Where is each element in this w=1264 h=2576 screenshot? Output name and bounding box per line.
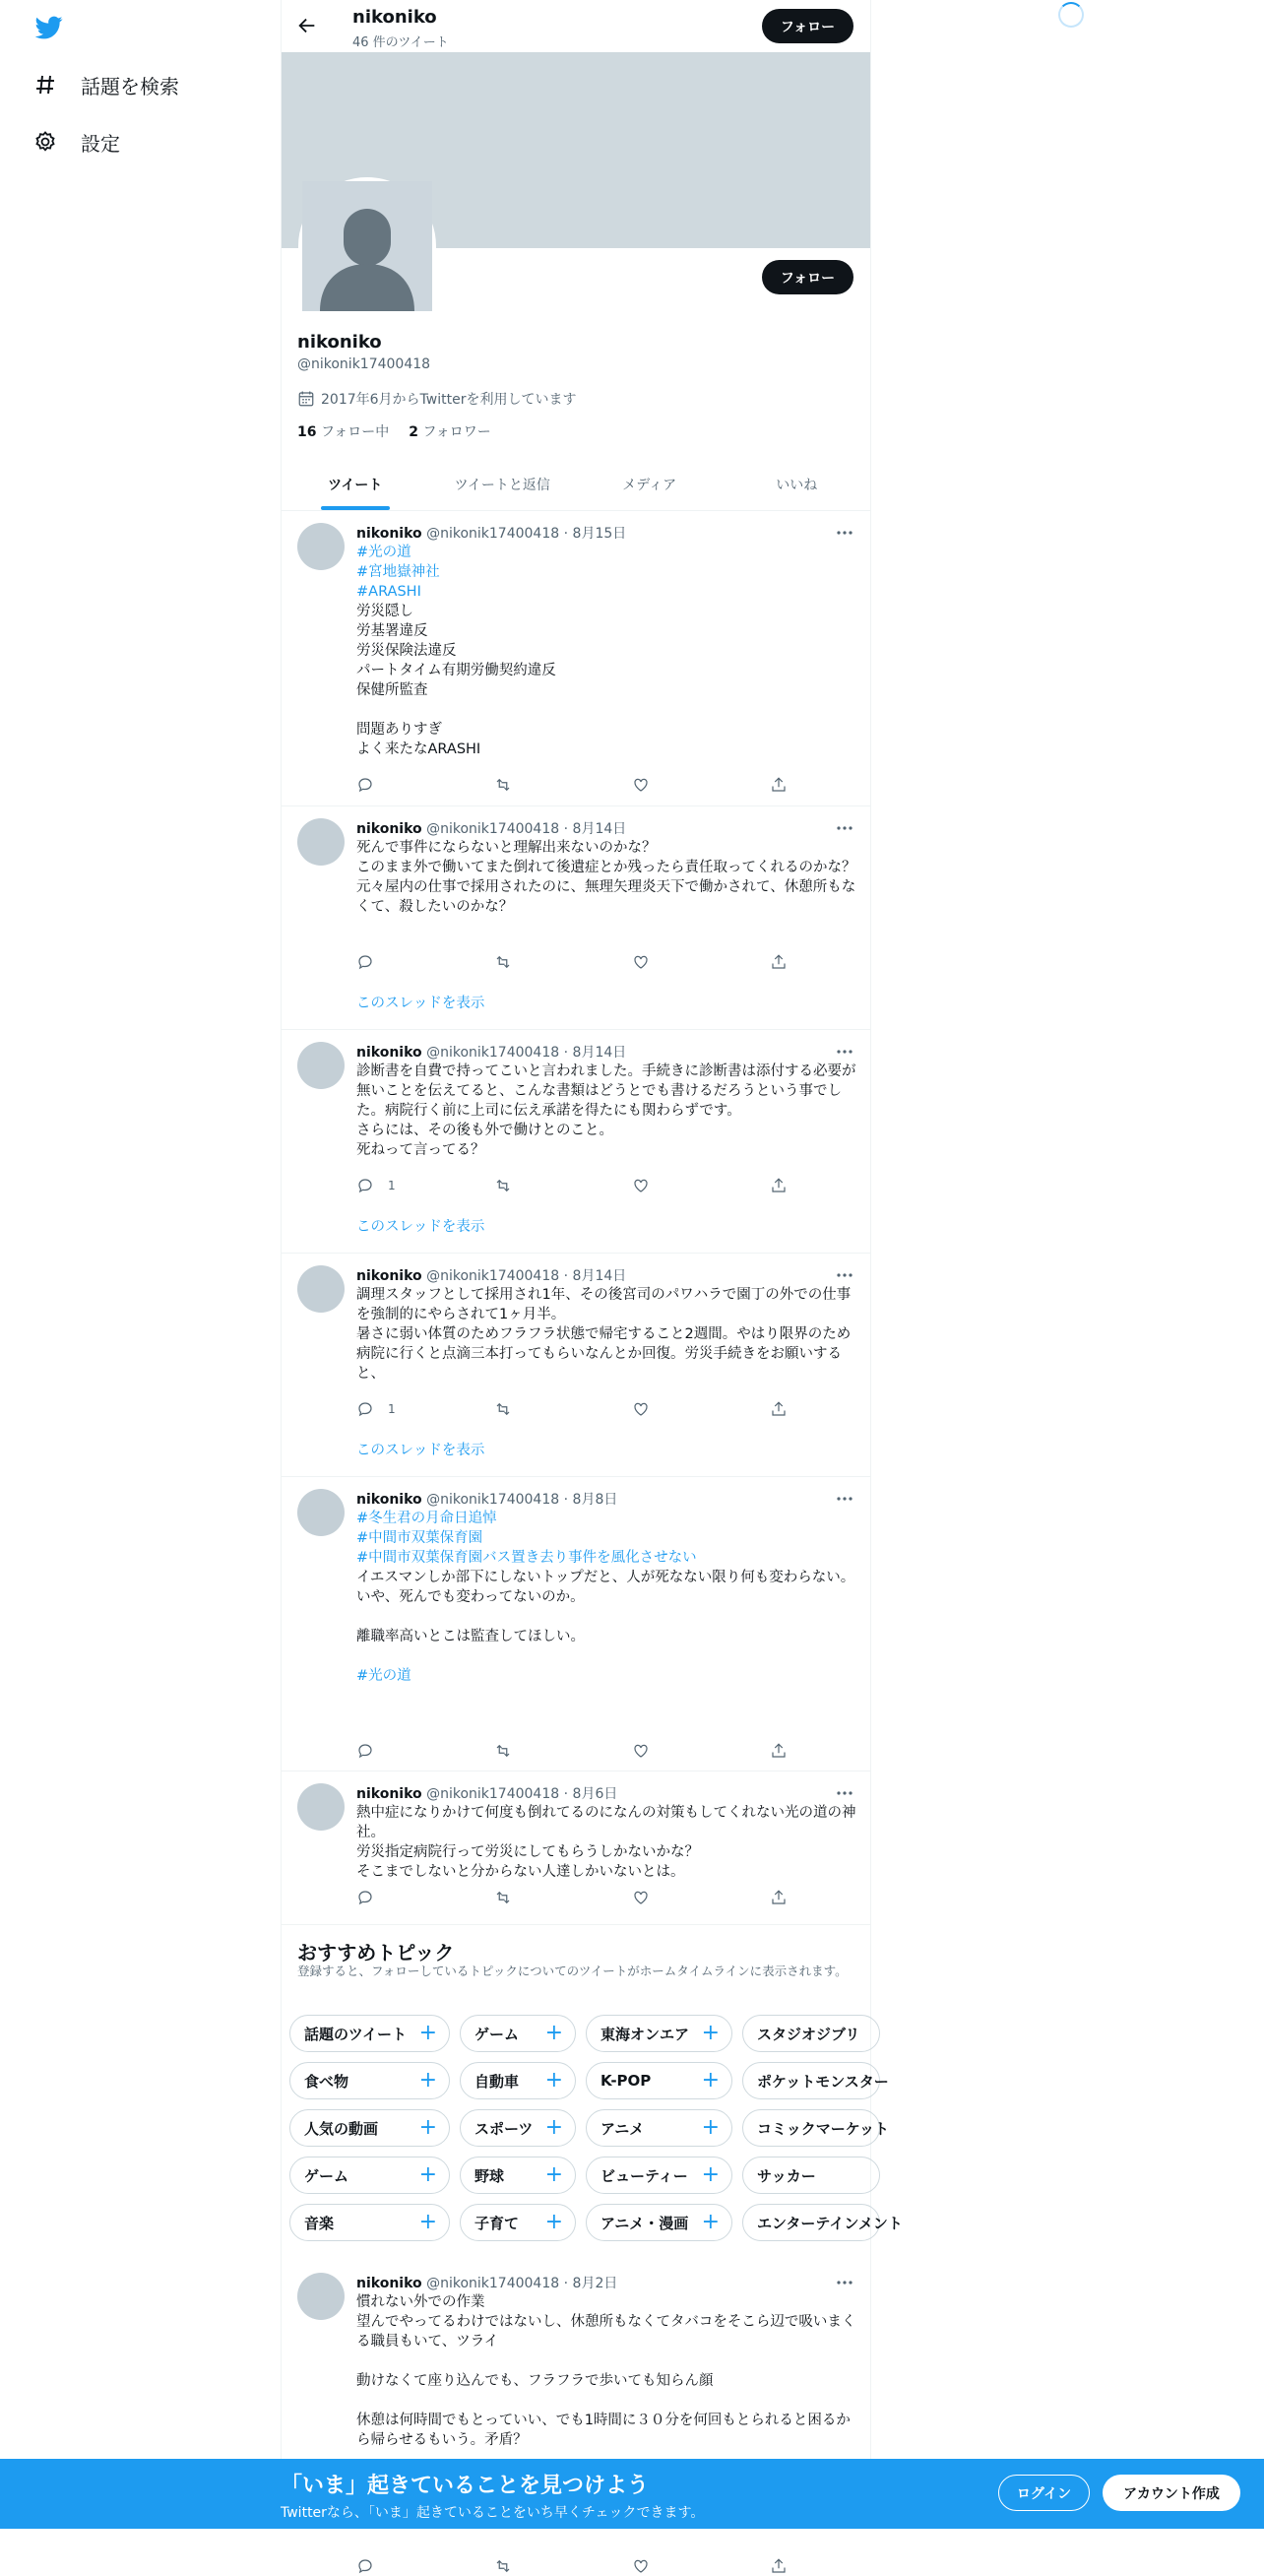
tweet-text-content: 調理スタッフとして採用され1年、その後宮司のパワハラで園丁の外での仕事を強制的にやらされて1ヶ月半。 暑さに弱い体質のためフラフラ状態で帰宅すること2週間。やはり限界のため病院に行くと点滴三本打ってもらいなんとか回復。労災手続きをお願いすると、 bbox=[356, 1287, 852, 1382]
tweet-date[interactable]: 8月8日 bbox=[572, 1492, 618, 1508]
topic-chip[interactable] bbox=[460, 2015, 576, 2052]
share-button[interactable] bbox=[770, 1399, 790, 1419]
profile-avatar[interactable] bbox=[298, 177, 436, 315]
followers-count: 2 bbox=[409, 424, 418, 440]
following-count: 16 bbox=[297, 424, 317, 440]
like-button[interactable] bbox=[632, 2556, 691, 2576]
topic-label: 話題のツイート bbox=[304, 2025, 407, 2043]
retweet-icon bbox=[494, 1177, 512, 1194]
tweet-date[interactable]: 8月14日 bbox=[572, 1268, 627, 1284]
tweet-author-name[interactable]: nikoniko bbox=[356, 1045, 422, 1061]
more-options-icon[interactable] bbox=[835, 1042, 854, 1062]
tweet-avatar[interactable] bbox=[297, 1489, 345, 1536]
plus-icon[interactable]: + bbox=[544, 2162, 563, 2187]
more-options-icon[interactable] bbox=[835, 1489, 854, 1509]
heart-icon bbox=[632, 1177, 650, 1194]
topic-chip[interactable] bbox=[742, 2204, 903, 2241]
share-button[interactable] bbox=[770, 952, 790, 972]
reply-button[interactable] bbox=[356, 1176, 415, 1195]
like-button[interactable] bbox=[632, 1399, 691, 1419]
signup-banner-title: 「いま」起きていることを見つけよう bbox=[281, 2474, 650, 2498]
plus-icon[interactable]: + bbox=[701, 2068, 720, 2093]
tweet-text bbox=[356, 1062, 858, 1160]
share-icon bbox=[770, 1742, 788, 1760]
reply-icon bbox=[356, 1177, 374, 1194]
heart-icon bbox=[632, 1742, 650, 1760]
tweet[interactable] bbox=[282, 1477, 870, 1771]
reply-button[interactable] bbox=[356, 775, 415, 795]
retweet-button[interactable] bbox=[494, 2556, 553, 2576]
like-button[interactable] bbox=[632, 1888, 691, 1907]
tweet[interactable] bbox=[282, 1771, 870, 1925]
header-follow-button[interactable]: フォロー bbox=[762, 9, 853, 43]
tweet-avatar[interactable] bbox=[297, 1783, 345, 1831]
share-button[interactable] bbox=[770, 1888, 790, 1907]
reply-button[interactable] bbox=[356, 1888, 415, 1907]
topic-label: アニメ・漫画 bbox=[600, 2214, 689, 2232]
reply-button[interactable] bbox=[356, 1399, 415, 1419]
retweet-icon bbox=[494, 953, 512, 971]
tweet-author-name[interactable]: nikoniko bbox=[356, 821, 422, 837]
topic-label: スタジオジブリ bbox=[757, 2025, 860, 2043]
reply-icon bbox=[356, 953, 374, 971]
profile-follow-button[interactable]: フォロー bbox=[762, 260, 853, 294]
tweet-separator: · bbox=[559, 526, 573, 542]
profile-tabs bbox=[282, 459, 870, 511]
plus-icon[interactable]: + bbox=[418, 2068, 437, 2093]
topic-label: 子育て bbox=[474, 2214, 520, 2232]
tweet-header bbox=[356, 523, 626, 543]
topic-chip[interactable] bbox=[586, 2109, 732, 2147]
profile-column bbox=[281, 0, 903, 2529]
following-label: フォロー中 bbox=[320, 424, 390, 440]
like-button[interactable] bbox=[632, 775, 691, 795]
profile-name: nikoniko bbox=[297, 332, 382, 353]
signup-button[interactable]: アカウント作成 bbox=[1103, 2475, 1240, 2511]
tweet-text-content: 診断書を自費で持ってこいと言われました。手続きに診断書は添付する必要が無いことを伝えてると、こんな書類はどうとでも書けるだろうという事でした。病院行く前に上司に伝え承諾を得たにも関わらずです。 さらには、その後も外で働けとのこと。 死ねって言ってる？ bbox=[356, 1063, 856, 1158]
topic-label: 音楽 bbox=[304, 2214, 335, 2232]
topic-label: コミックマーケット bbox=[757, 2119, 889, 2138]
share-icon bbox=[770, 2557, 788, 2575]
tweet-text-content: イエスマンしか部下にしないトップだと、人が死なない限り何も変わらない。 いや、死んでも変わってないのか。 離職率高いとこは監査してほしい。 bbox=[356, 1570, 855, 1644]
share-icon bbox=[770, 1400, 788, 1418]
tweet-actions bbox=[356, 952, 790, 972]
share-icon bbox=[770, 776, 788, 794]
tweet-author-handle: @nikonik17400418 bbox=[426, 1045, 560, 1061]
tweet-actions bbox=[356, 775, 790, 795]
tweet-header bbox=[356, 818, 626, 838]
heart-icon bbox=[632, 1889, 650, 1906]
topic-chip[interactable] bbox=[586, 2062, 732, 2099]
tab-likes[interactable]: いいね bbox=[776, 478, 818, 493]
tweet-author-handle: @nikonik17400418 bbox=[426, 1268, 560, 1284]
topic-label: 野球 bbox=[474, 2166, 505, 2185]
plus-icon[interactable]: + bbox=[418, 2162, 437, 2187]
tweet-text bbox=[356, 838, 858, 917]
topic-label: ポケットモンスター bbox=[757, 2072, 889, 2091]
tweet-author-name[interactable]: nikoniko bbox=[356, 1268, 422, 1284]
tweet-separator: · bbox=[559, 1492, 573, 1508]
reply-icon bbox=[356, 2557, 374, 2575]
reply-button[interactable] bbox=[356, 952, 415, 972]
tweet-header bbox=[356, 1042, 626, 1062]
nav-explore[interactable] bbox=[33, 67, 179, 102]
share-button[interactable] bbox=[770, 2556, 790, 2576]
topic-chip[interactable] bbox=[460, 2204, 576, 2241]
tweet-text-content: 熱中症になりかけて何度も倒れてるのになんの対策もしてくれない光の道の神社。 労災指定病院行って労災にしてもらうしかないかな？ そこまでしないと分からない人達しかいないとは。 bbox=[356, 1805, 856, 1880]
retweet-icon bbox=[494, 1400, 512, 1418]
topic-label: ゲーム bbox=[474, 2025, 520, 2043]
topic-label: 東海オンエア bbox=[600, 2025, 690, 2043]
tweet-author-name[interactable]: nikoniko bbox=[356, 1492, 422, 1508]
plus-icon[interactable]: + bbox=[544, 2021, 563, 2045]
topic-chip[interactable] bbox=[289, 2015, 450, 2052]
tweet-text bbox=[356, 1509, 858, 1686]
retweet-button[interactable] bbox=[494, 1399, 553, 1419]
topic-chip[interactable] bbox=[742, 2157, 880, 2194]
topic-label: アニメ bbox=[600, 2119, 645, 2138]
following-link[interactable] bbox=[297, 421, 389, 441]
tweet-author-name[interactable]: nikoniko bbox=[356, 2276, 422, 2291]
tweet-author-handle: @nikonik17400418 bbox=[426, 821, 560, 837]
tweet-author-name[interactable]: nikoniko bbox=[356, 1786, 422, 1802]
profile-header bbox=[282, 0, 870, 52]
tweet-text-content: 労災隠し 労基署違反 労災保険法違反 パートタイム有期労働契約違反 保健所監査 問題ありすぎ よく来たなARASHI bbox=[356, 604, 556, 757]
back-arrow-icon[interactable] bbox=[296, 15, 318, 36]
reply-icon bbox=[356, 776, 374, 794]
show-thread-link[interactable]: このスレッドを表示 bbox=[356, 1219, 485, 1235]
topic-chip[interactable] bbox=[586, 2204, 732, 2241]
retweet-button[interactable] bbox=[494, 1741, 553, 1761]
tweet-avatar[interactable] bbox=[297, 523, 345, 570]
show-thread-link[interactable]: このスレッドを表示 bbox=[356, 996, 485, 1011]
profile-joined bbox=[297, 389, 576, 409]
nav-explore-label: 話題を検索 bbox=[81, 74, 179, 98]
tweet-text bbox=[356, 1803, 858, 1882]
tab-tweets[interactable]: ツイート bbox=[282, 459, 429, 510]
hashtag-icon bbox=[33, 73, 57, 97]
topic-label: エンターテインメント bbox=[757, 2214, 903, 2232]
topic-label: サッカー bbox=[757, 2166, 816, 2185]
gear-icon bbox=[33, 130, 57, 154]
topic-chip[interactable] bbox=[289, 2204, 450, 2241]
plus-icon[interactable]: + bbox=[701, 2115, 720, 2140]
topics-subtitle: 登録すると、フォローしているトピックについてのツイートがホームタイムラインに表示されます。 bbox=[297, 1964, 848, 1978]
share-icon bbox=[770, 1177, 788, 1194]
retweet-button[interactable] bbox=[494, 952, 553, 972]
signup-banner bbox=[0, 2459, 1264, 2529]
nav-settings-label: 設定 bbox=[81, 131, 120, 156]
show-thread-link[interactable]: このスレッドを表示 bbox=[356, 1443, 485, 1458]
tweet-text bbox=[356, 1285, 858, 1384]
topic-row bbox=[289, 2204, 903, 2241]
hashtag-link[interactable]: #宮地嶽神社 bbox=[356, 564, 440, 580]
hashtag-link[interactable]: #中間市双葉保育園 bbox=[356, 1530, 483, 1546]
reply-icon bbox=[356, 1742, 374, 1760]
reply-count: 1 bbox=[388, 1179, 396, 1192]
tweet-text-content: 慣れない外での作業 望んでやってるわけではないし、休憩所もなくてタバコをそこら辺で吸いまくる職員もいて、ツライ 動けなくて座り込んでも、フラフラで歩いても知らん顔 休憩は何時間でもとっていい、でも1時間に３０分を何回もとられると困るから帰らせるもいう。矛盾？ bbox=[356, 2294, 856, 2448]
topic-label: 食べ物 bbox=[304, 2072, 349, 2091]
tweet-separator: · bbox=[559, 1045, 573, 1061]
plus-icon[interactable]: + bbox=[701, 2162, 720, 2187]
tweet[interactable] bbox=[282, 1254, 870, 1477]
retweet-button[interactable] bbox=[494, 1176, 553, 1195]
tweet-avatar[interactable] bbox=[297, 1042, 345, 1089]
tweet-author-handle: @nikonik17400418 bbox=[426, 1786, 560, 1802]
more-options-icon[interactable] bbox=[835, 1783, 854, 1803]
like-button[interactable] bbox=[632, 952, 691, 972]
plus-icon[interactable]: + bbox=[701, 2021, 720, 2045]
tweet-text-content: 死んで事件にならないと理解出来ないのかな？ このまま外で働いてまた倒れて後遺症とか残ったら責任取ってくれるのかな？ 元々屋内の仕事で採用されたのに、無理矢理炎天下で働かされて、休憩所もなくて、殺したいのかな？ bbox=[356, 840, 856, 915]
topic-row bbox=[289, 2062, 889, 2099]
retweet-icon bbox=[494, 1742, 512, 1760]
tweet-separator: · bbox=[559, 2276, 573, 2291]
tweet-avatar[interactable] bbox=[297, 818, 345, 866]
topic-row bbox=[289, 2015, 870, 2052]
topic-chip[interactable] bbox=[742, 2062, 889, 2099]
topic-chip[interactable] bbox=[460, 2157, 576, 2194]
login-button[interactable]: ログイン bbox=[998, 2475, 1090, 2511]
tweet-author-handle: @nikonik17400418 bbox=[426, 1492, 560, 1508]
profile-follow-stats bbox=[297, 421, 491, 441]
retweet-button[interactable] bbox=[494, 1888, 553, 1907]
hashtag-link[interactable]: #中間市双葉保育園バス置き去り事件を風化させない bbox=[356, 1550, 697, 1566]
more-options-icon[interactable] bbox=[835, 818, 854, 838]
tweet-text bbox=[356, 2292, 858, 2450]
tweet-separator: · bbox=[559, 1786, 573, 1802]
topic-label: 自動車 bbox=[474, 2072, 520, 2091]
tweet-author-name[interactable]: nikoniko bbox=[356, 526, 422, 542]
tweet-actions bbox=[356, 1888, 790, 1907]
tweet[interactable] bbox=[282, 511, 870, 806]
retweet-icon bbox=[494, 776, 512, 794]
hashtag-link[interactable]: #光の道 bbox=[356, 1668, 411, 1684]
tweet-date[interactable]: 8月15日 bbox=[572, 526, 627, 542]
tweet-actions bbox=[356, 1176, 790, 1195]
topic-label: K-POP bbox=[600, 2072, 652, 2090]
plus-icon[interactable]: + bbox=[418, 2115, 437, 2140]
tweet-avatar[interactable] bbox=[297, 1265, 345, 1313]
more-options-icon[interactable] bbox=[835, 2273, 854, 2292]
tweet-separator: · bbox=[559, 821, 573, 837]
calendar-icon bbox=[297, 390, 315, 408]
share-button[interactable] bbox=[770, 775, 790, 795]
profile-handle: @nikonik17400418 bbox=[297, 356, 431, 372]
more-options-icon[interactable] bbox=[835, 1265, 854, 1285]
reply-button[interactable] bbox=[356, 1741, 415, 1761]
tweet-date[interactable]: 8月6日 bbox=[572, 1786, 618, 1802]
tab-tweets-replies[interactable]: ツイートと返信 bbox=[454, 478, 550, 493]
topic-chip[interactable] bbox=[742, 2109, 889, 2147]
topic-label: スポーツ bbox=[474, 2119, 534, 2138]
topic-chip[interactable] bbox=[289, 2062, 450, 2099]
topic-chip[interactable] bbox=[586, 2015, 732, 2052]
heart-icon bbox=[632, 2557, 650, 2575]
reply-icon bbox=[356, 1889, 374, 1906]
plus-icon[interactable]: + bbox=[418, 2210, 437, 2234]
topic-label: 人気の動画 bbox=[304, 2119, 379, 2138]
plus-icon[interactable]: + bbox=[544, 2210, 563, 2234]
loading-spinner-icon bbox=[1058, 2, 1084, 28]
reply-icon bbox=[356, 1400, 374, 1418]
heart-icon bbox=[632, 1400, 650, 1418]
hashtag-link[interactable]: #冬生君の月命日追悼 bbox=[356, 1511, 497, 1526]
tweet[interactable] bbox=[282, 2261, 870, 2478]
tweet-actions bbox=[356, 1399, 790, 1419]
signup-banner-subtitle: Twitterなら、「いま」起きていることをいち早くチェックできます。 bbox=[281, 2505, 705, 2521]
profile-joined-text: 2017年6月からTwitterを利用しています bbox=[321, 392, 577, 408]
tweet-author-handle: @nikonik17400418 bbox=[426, 526, 560, 542]
hashtag-link[interactable]: #光の道 bbox=[356, 545, 411, 560]
tweet-date[interactable]: 8月2日 bbox=[572, 2276, 618, 2291]
header-tweet-count: 46 件のツイート bbox=[352, 35, 449, 50]
tweet-header bbox=[356, 1783, 617, 1803]
tweet-separator: · bbox=[559, 1268, 573, 1284]
retweet-icon bbox=[494, 2557, 512, 2575]
tab-media[interactable]: メディア bbox=[622, 478, 677, 493]
plus-icon[interactable]: + bbox=[701, 2210, 720, 2234]
more-options-icon[interactable] bbox=[835, 523, 854, 543]
plus-icon[interactable]: + bbox=[544, 2115, 563, 2140]
retweet-button[interactable] bbox=[494, 775, 553, 795]
tweet-actions bbox=[356, 1741, 790, 1761]
topic-chip[interactable] bbox=[460, 2109, 576, 2147]
followers-label: フォロワー bbox=[422, 424, 491, 440]
retweet-icon bbox=[494, 1889, 512, 1906]
topic-chip[interactable] bbox=[742, 2015, 880, 2052]
tweet-date[interactable]: 8月14日 bbox=[572, 1045, 627, 1061]
header-name: nikoniko bbox=[352, 7, 437, 28]
hashtag-link[interactable]: #ARASHI bbox=[356, 584, 421, 600]
like-button[interactable] bbox=[632, 1741, 691, 1761]
tweet-actions bbox=[356, 2556, 790, 2576]
tweet-author-handle: @nikonik17400418 bbox=[426, 2276, 560, 2291]
topic-row bbox=[289, 2157, 870, 2194]
tweet-header bbox=[356, 1489, 617, 1509]
tweet-header bbox=[356, 2273, 617, 2292]
topic-chip[interactable] bbox=[289, 2157, 450, 2194]
tweet-date[interactable]: 8月14日 bbox=[572, 821, 627, 837]
topics-title: おすすめトピック bbox=[297, 1941, 455, 1964]
tweet[interactable] bbox=[282, 1030, 870, 1254]
heart-icon bbox=[632, 776, 650, 794]
tweet-avatar[interactable] bbox=[297, 2273, 345, 2320]
reply-count: 1 bbox=[388, 1402, 396, 1416]
like-button[interactable] bbox=[632, 1176, 691, 1195]
plus-icon[interactable]: + bbox=[418, 2021, 437, 2045]
share-button[interactable] bbox=[770, 1176, 790, 1195]
reply-button[interactable] bbox=[356, 2556, 415, 2576]
twitter-logo-icon[interactable] bbox=[33, 14, 65, 41]
tweet-header bbox=[356, 1265, 626, 1285]
topic-chip[interactable] bbox=[586, 2157, 732, 2194]
topic-chip[interactable] bbox=[460, 2062, 576, 2099]
share-button[interactable] bbox=[770, 1741, 790, 1761]
topic-label: ゲーム bbox=[304, 2166, 349, 2185]
heart-icon bbox=[632, 953, 650, 971]
share-icon bbox=[770, 1889, 788, 1906]
nav-settings[interactable] bbox=[33, 124, 120, 160]
share-icon bbox=[770, 953, 788, 971]
tweet[interactable] bbox=[282, 806, 870, 1030]
plus-icon[interactable]: + bbox=[544, 2068, 563, 2093]
topic-label: ビューティー bbox=[600, 2166, 688, 2185]
followers-link[interactable] bbox=[409, 421, 491, 441]
topic-row bbox=[289, 2109, 889, 2147]
tweet-text bbox=[356, 543, 858, 759]
topic-chip[interactable] bbox=[289, 2109, 450, 2147]
